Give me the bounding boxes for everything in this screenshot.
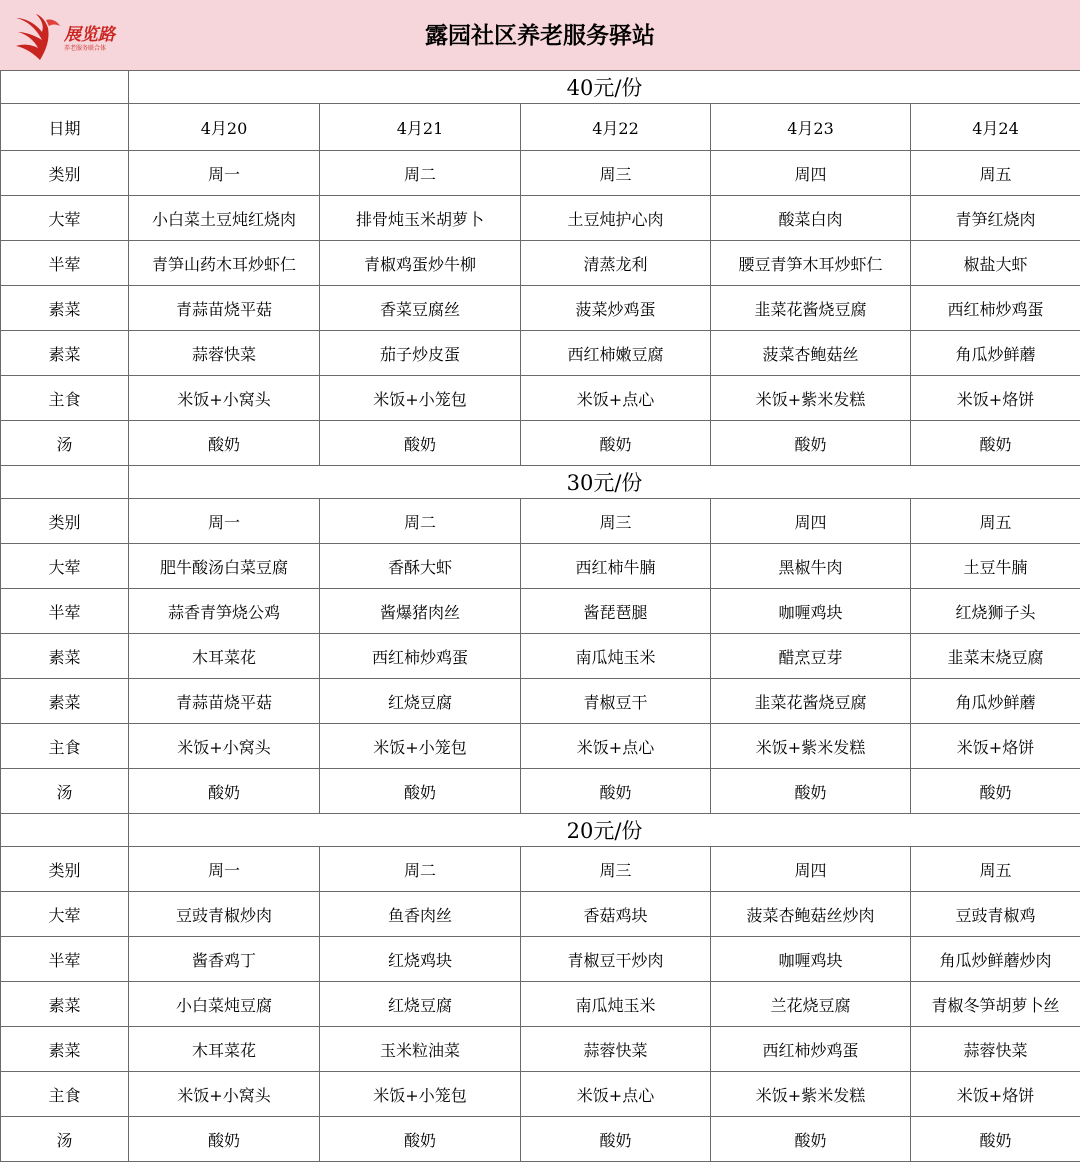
menu-cell: 红烧鸡块 bbox=[320, 937, 521, 982]
menu-cell: 米饭+小笼包 bbox=[320, 724, 521, 769]
menu-cell: 醋烹豆芽 bbox=[711, 634, 911, 679]
row-label: 类别 bbox=[1, 847, 129, 892]
menu-cell: 酸奶 bbox=[129, 769, 320, 814]
menu-cell: 香菇鸡块 bbox=[521, 892, 711, 937]
row-label: 素菜 bbox=[1, 679, 129, 724]
menu-cell: 4月20 bbox=[129, 104, 320, 151]
menu-cell: 酸奶 bbox=[521, 769, 711, 814]
table-row bbox=[1, 634, 1080, 679]
menu-cell: 角瓜炒鲜蘑 bbox=[911, 679, 1080, 724]
page-title: 露园社区养老服务驿站 bbox=[0, 0, 1080, 70]
table-row bbox=[1, 724, 1080, 769]
table-row bbox=[1, 589, 1080, 634]
menu-cell: 南瓜炖玉米 bbox=[521, 634, 711, 679]
table-row bbox=[1, 937, 1080, 982]
table-row bbox=[1, 847, 1080, 892]
price-row-blank-cell bbox=[1, 466, 129, 499]
menu-cell: 酸奶 bbox=[711, 421, 911, 466]
menu-cell: 青椒冬笋胡萝卜丝 bbox=[911, 982, 1080, 1027]
row-label: 日期 bbox=[1, 104, 129, 151]
menu-cell: 青蒜苗烧平菇 bbox=[129, 679, 320, 724]
menu-cell: 酸奶 bbox=[320, 421, 521, 466]
menu-cell: 土豆炖护心肉 bbox=[521, 196, 711, 241]
table-row bbox=[1, 241, 1080, 286]
row-label: 半荤 bbox=[1, 937, 129, 982]
menu-cell: 酱琵琶腿 bbox=[521, 589, 711, 634]
menu-cell: 酱爆猪肉丝 bbox=[320, 589, 521, 634]
row-label: 半荤 bbox=[1, 589, 129, 634]
table-row bbox=[1, 1117, 1080, 1162]
logo-name: 展览路 bbox=[64, 20, 115, 45]
price-label: 30元/份 bbox=[129, 466, 1080, 499]
menu-cell: 周二 bbox=[320, 847, 521, 892]
menu-cell: 米饭+点心 bbox=[521, 1072, 711, 1117]
row-label: 大荤 bbox=[1, 544, 129, 589]
menu-cell: 周一 bbox=[129, 847, 320, 892]
row-label: 主食 bbox=[1, 376, 129, 421]
menu-cell: 周一 bbox=[129, 151, 320, 196]
menu-cell: 酸奶 bbox=[129, 421, 320, 466]
menu-cell: 韭菜花酱烧豆腐 bbox=[711, 286, 911, 331]
menu-cell: 青蒜苗烧平菇 bbox=[129, 286, 320, 331]
menu-cell: 周五 bbox=[911, 847, 1080, 892]
menu-cell: 西红柿炒鸡蛋 bbox=[320, 634, 521, 679]
price-label: 20元/份 bbox=[129, 814, 1080, 847]
menu-cell: 酱香鸡丁 bbox=[129, 937, 320, 982]
menu-cell: 米饭+小窝头 bbox=[129, 376, 320, 421]
menu-cell: 青椒鸡蛋炒牛柳 bbox=[320, 241, 521, 286]
menu-cell: 菠菜杏鲍菇丝炒肉 bbox=[711, 892, 911, 937]
menu-cell: 豆豉青椒鸡 bbox=[911, 892, 1080, 937]
weekly-menu-table bbox=[0, 70, 1080, 1162]
price-row bbox=[1, 814, 1080, 847]
menu-cell: 酸奶 bbox=[320, 769, 521, 814]
row-label: 素菜 bbox=[1, 286, 129, 331]
menu-cell: 米饭+烙饼 bbox=[911, 724, 1080, 769]
menu-cell: 红烧狮子头 bbox=[911, 589, 1080, 634]
menu-cell: 咖喱鸡块 bbox=[711, 589, 911, 634]
menu-cell: 青笋红烧肉 bbox=[911, 196, 1080, 241]
table-row bbox=[1, 982, 1080, 1027]
menu-cell: 蒜香青笋烧公鸡 bbox=[129, 589, 320, 634]
table-row bbox=[1, 421, 1080, 466]
table-row bbox=[1, 286, 1080, 331]
table-row bbox=[1, 679, 1080, 724]
menu-cell: 排骨炖玉米胡萝卜 bbox=[320, 196, 521, 241]
menu-cell: 米饭+点心 bbox=[521, 376, 711, 421]
menu-cell: 腰豆青笋木耳炒虾仁 bbox=[711, 241, 911, 286]
menu-cell: 米饭+烙饼 bbox=[911, 1072, 1080, 1117]
menu-cell: 西红柿炒鸡蛋 bbox=[711, 1027, 911, 1072]
menu-cell: 咖喱鸡块 bbox=[711, 937, 911, 982]
row-label: 主食 bbox=[1, 1072, 129, 1117]
page-header bbox=[0, 0, 1080, 70]
row-label: 大荤 bbox=[1, 892, 129, 937]
menu-cell: 周二 bbox=[320, 499, 521, 544]
menu-cell: 蒜蓉快菜 bbox=[911, 1027, 1080, 1072]
menu-cell: 酸奶 bbox=[711, 1117, 911, 1162]
menu-cell: 酸奶 bbox=[711, 769, 911, 814]
price-row bbox=[1, 466, 1080, 499]
menu-cell: 周三 bbox=[521, 499, 711, 544]
menu-cell: 蒜蓉快菜 bbox=[129, 331, 320, 376]
menu-cell: 周三 bbox=[521, 151, 711, 196]
menu-cell: 南瓜炖玉米 bbox=[521, 982, 711, 1027]
menu-cell: 玉米粒油菜 bbox=[320, 1027, 521, 1072]
menu-cell: 菠菜杏鲍菇丝 bbox=[711, 331, 911, 376]
table-row bbox=[1, 544, 1080, 589]
menu-cell: 黑椒牛肉 bbox=[711, 544, 911, 589]
menu-cell: 土豆牛腩 bbox=[911, 544, 1080, 589]
table-row bbox=[1, 892, 1080, 937]
menu-cell: 小白菜炖豆腐 bbox=[129, 982, 320, 1027]
menu-cell: 周五 bbox=[911, 151, 1080, 196]
table-row bbox=[1, 769, 1080, 814]
row-label: 汤 bbox=[1, 1117, 129, 1162]
table-row bbox=[1, 196, 1080, 241]
menu-cell: 米饭+小窝头 bbox=[129, 1072, 320, 1117]
menu-cell: 酸奶 bbox=[911, 1117, 1080, 1162]
menu-cell: 米饭+紫米发糕 bbox=[711, 724, 911, 769]
menu-cell: 韭菜花酱烧豆腐 bbox=[711, 679, 911, 724]
menu-cell: 酸奶 bbox=[521, 1117, 711, 1162]
row-label: 素菜 bbox=[1, 982, 129, 1027]
menu-cell: 周二 bbox=[320, 151, 521, 196]
table-row bbox=[1, 104, 1080, 151]
menu-cell: 青笋山药木耳炒虾仁 bbox=[129, 241, 320, 286]
row-label: 大荤 bbox=[1, 196, 129, 241]
menu-cell: 酸奶 bbox=[521, 421, 711, 466]
menu-cell: 周四 bbox=[711, 847, 911, 892]
table-row bbox=[1, 1072, 1080, 1117]
table-row bbox=[1, 376, 1080, 421]
menu-cell: 西红柿嫩豆腐 bbox=[521, 331, 711, 376]
menu-cell: 菠菜炒鸡蛋 bbox=[521, 286, 711, 331]
menu-cell: 红烧豆腐 bbox=[320, 679, 521, 724]
menu-cell: 米饭+小窝头 bbox=[129, 724, 320, 769]
price-label: 40元/份 bbox=[129, 71, 1080, 104]
menu-cell: 西红柿牛腩 bbox=[521, 544, 711, 589]
logo-subtitle: 养老服务联合体 bbox=[64, 43, 106, 52]
menu-cell: 周四 bbox=[711, 151, 911, 196]
menu-cell: 兰花烧豆腐 bbox=[711, 982, 911, 1027]
menu-cell: 米饭+小笼包 bbox=[320, 376, 521, 421]
menu-cell: 酸菜白肉 bbox=[711, 196, 911, 241]
table-row bbox=[1, 331, 1080, 376]
menu-cell: 肥牛酸汤白菜豆腐 bbox=[129, 544, 320, 589]
menu-cell: 周四 bbox=[711, 499, 911, 544]
menu-cell: 蒜蓉快菜 bbox=[521, 1027, 711, 1072]
menu-cell: 米饭+紫米发糕 bbox=[711, 376, 911, 421]
menu-cell: 酸奶 bbox=[129, 1117, 320, 1162]
row-label: 类别 bbox=[1, 499, 129, 544]
menu-cell: 红烧豆腐 bbox=[320, 982, 521, 1027]
row-label: 汤 bbox=[1, 421, 129, 466]
row-label: 类别 bbox=[1, 151, 129, 196]
table-row bbox=[1, 151, 1080, 196]
menu-cell: 青椒豆干炒肉 bbox=[521, 937, 711, 982]
menu-cell: 香酥大虾 bbox=[320, 544, 521, 589]
menu-cell: 清蒸龙利 bbox=[521, 241, 711, 286]
menu-cell: 豆豉青椒炒肉 bbox=[129, 892, 320, 937]
menu-cell: 青椒豆干 bbox=[521, 679, 711, 724]
menu-cell: 木耳菜花 bbox=[129, 1027, 320, 1072]
menu-cell: 4月21 bbox=[320, 104, 521, 151]
menu-cell: 茄子炒皮蛋 bbox=[320, 331, 521, 376]
row-label: 素菜 bbox=[1, 331, 129, 376]
menu-cell: 周三 bbox=[521, 847, 711, 892]
menu-cell: 酸奶 bbox=[911, 769, 1080, 814]
menu-cell: 酸奶 bbox=[320, 1117, 521, 1162]
menu-cell: 角瓜炒鲜蘑 bbox=[911, 331, 1080, 376]
menu-cell: 米饭+点心 bbox=[521, 724, 711, 769]
menu-cell: 4月23 bbox=[711, 104, 911, 151]
row-label: 主食 bbox=[1, 724, 129, 769]
menu-cell: 椒盐大虾 bbox=[911, 241, 1080, 286]
row-label: 素菜 bbox=[1, 1027, 129, 1072]
menu-cell: 木耳菜花 bbox=[129, 634, 320, 679]
menu-cell: 西红柿炒鸡蛋 bbox=[911, 286, 1080, 331]
price-row-blank-cell bbox=[1, 814, 129, 847]
menu-cell: 周五 bbox=[911, 499, 1080, 544]
row-label: 素菜 bbox=[1, 634, 129, 679]
menu-cell: 香菜豆腐丝 bbox=[320, 286, 521, 331]
table-row bbox=[1, 1027, 1080, 1072]
menu-cell: 4月22 bbox=[521, 104, 711, 151]
menu-cell: 米饭+紫米发糕 bbox=[711, 1072, 911, 1117]
menu-cell: 鱼香肉丝 bbox=[320, 892, 521, 937]
menu-cell: 4月24 bbox=[911, 104, 1080, 151]
menu-cell: 角瓜炒鲜蘑炒肉 bbox=[911, 937, 1080, 982]
menu-cell: 米饭+烙饼 bbox=[911, 376, 1080, 421]
menu-cell: 周一 bbox=[129, 499, 320, 544]
row-label: 半荤 bbox=[1, 241, 129, 286]
price-row-blank-cell bbox=[1, 71, 129, 104]
table-row bbox=[1, 499, 1080, 544]
menu-cell: 米饭+小笼包 bbox=[320, 1072, 521, 1117]
price-row bbox=[1, 71, 1080, 104]
menu-cell: 小白菜土豆炖红烧肉 bbox=[129, 196, 320, 241]
row-label: 汤 bbox=[1, 769, 129, 814]
menu-cell: 酸奶 bbox=[911, 421, 1080, 466]
menu-cell: 韭菜末烧豆腐 bbox=[911, 634, 1080, 679]
